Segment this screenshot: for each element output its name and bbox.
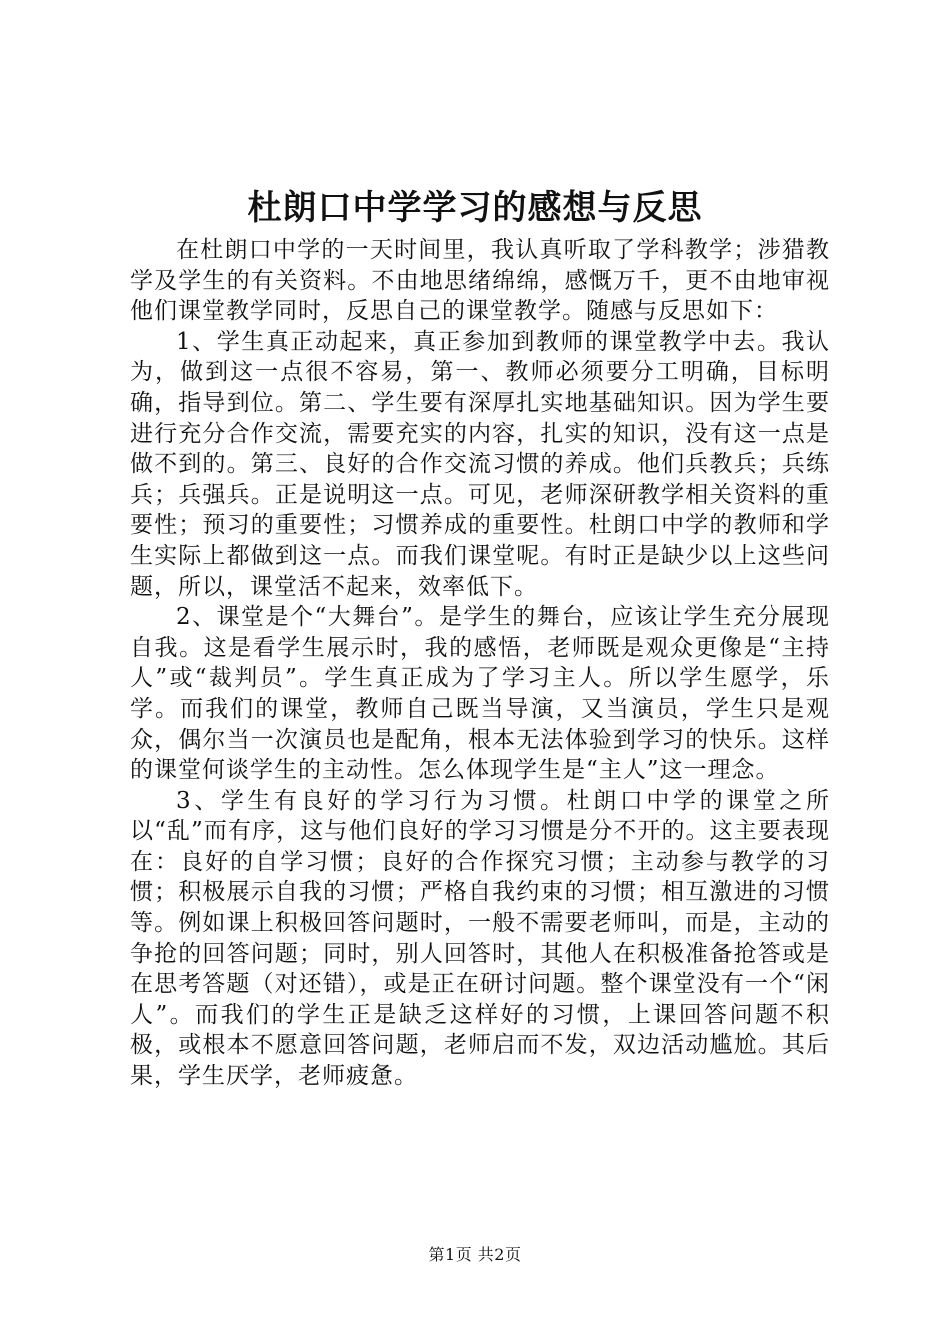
intro-paragraph: 在杜朗口中学的一天时间里，我认真听取了学科教学；涉猎教学及学生的有关资料。不由地思绪绵绵，感慨万千，更不由地审视他们课堂教学同时，反思自己的课堂教学。随感与反思如下： — [130, 237, 830, 325]
point-1-paragraph: 1、学生真正动起来，真正参加到教师的课堂教学中去。我认为，做到这一点很不容易，第一、教师必须要分工明确，目标明确，指导到位。第二、学生要有深厚扎实地基础知识。因为学生要进行充分合作交流，需要充实的内容，扎实的知识，没有这一点是做不到的。第三、良好的合作交流习惯的养成。他们兵教兵；兵练兵；兵强兵。正是说明这一点。可见，老师深研教学相关资料的重要性；预习的重要性；习惯养成的重要性。杜朗口中学的教师和学生实际上都做到这一点。而我们课堂呢。有时正是缺少以上这些问题，所以，课堂活不起来，效率低下。 — [130, 328, 830, 600]
document-body — [130, 235, 830, 1092]
page-number-footer: 第1页 共2页 — [428, 1245, 522, 1264]
point-3-paragraph: 3、学生有良好的学习行为习惯。杜朗口中学的课堂之所以“乱”而有序，这与他们良好的学习习惯是分不开的。这主要表现在：良好的自学习惯；良好的合作探究习惯；主动参与教学的习惯；积极展示自我的习惯；严格自我约束的习惯；相互激进的习惯等。例如课上积极回答问题时，一般不需要老师叫，而是，主动的争抢的回答问题；同时，别人回答时，其他人在积极准备抢答或是在思考答题（对还错），或是正在研讨问题。整个课堂没有一个“闲人”。而我们的学生正是缺乏这样好的习惯，上课回答问题不积极，或根本不愿意回答问题，老师启而不发，双边活动尴尬。其后果，学生厌学，老师疲惫。 — [130, 787, 830, 1090]
document-title: 杜朗口中学学习的感想与反思 — [247, 188, 703, 228]
point-2-paragraph: 2、课堂是个“大舞台”。是学生的舞台，应该让学生充分展现自我。这是看学生展示时，我的感悟，老师既是观众更像是“主持人”或“裁判员”。学生真正成为了学习主人。所以学生愿学，乐学。而我们的课堂，教师自己既当导演，又当演员，学生只是观众，偶尔当一次演员也是配角，根本无法体验到学习的快乐。这样的课堂何谈学生的主动性。怎么体现学生是“主人”这一理念。 — [130, 604, 830, 784]
